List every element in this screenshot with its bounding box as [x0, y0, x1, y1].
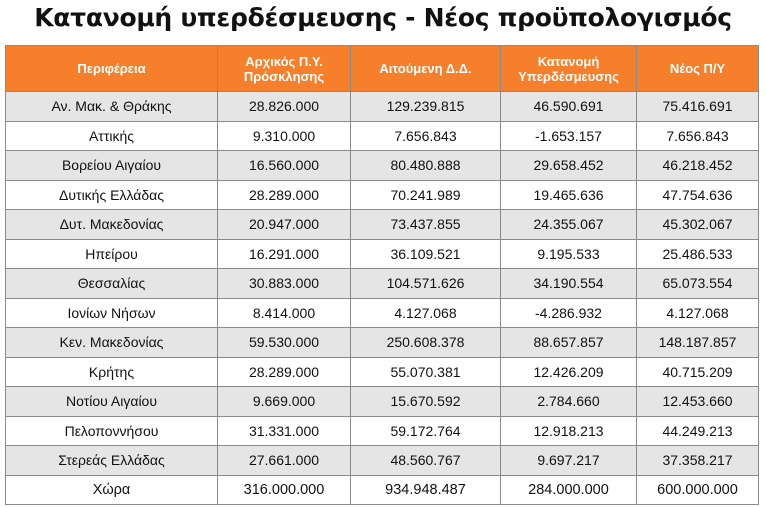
new-budget-cell: 47.754.636: [637, 180, 759, 210]
new-budget-cell: 46.218.452: [637, 151, 759, 181]
table-row: [6, 446, 759, 476]
region-cell: Θεσσαλίας: [6, 269, 218, 299]
region-cell: Στερεάς Ελλάδας: [6, 446, 218, 476]
region-cell: Κρήτης: [6, 357, 218, 387]
allocation-cell: 9.697.217: [501, 446, 637, 476]
allocation-cell: -1.653.157: [501, 121, 637, 151]
requested-cell: 80.480.888: [351, 151, 501, 181]
new-budget-cell: 40.715.209: [637, 357, 759, 387]
column-header-allocation: Κατανομή Υπερδέσμευσης: [501, 46, 637, 92]
new-budget-cell: 600.000.000: [637, 475, 759, 505]
requested-cell: 36.109.521: [351, 239, 501, 269]
initial-budget-cell: 9.310.000: [218, 121, 351, 151]
initial-budget-cell: 316.000.000: [218, 475, 351, 505]
table-row: [6, 239, 759, 269]
requested-cell: 7.656.843: [351, 121, 501, 151]
table-row: [6, 210, 759, 240]
initial-budget-cell: 31.331.000: [218, 416, 351, 446]
initial-budget-cell: 16.560.000: [218, 151, 351, 181]
new-budget-cell: 45.302.067: [637, 210, 759, 240]
requested-cell: 48.560.767: [351, 446, 501, 476]
region-cell: Αττικής: [6, 121, 218, 151]
initial-budget-cell: 20.947.000: [218, 210, 351, 240]
allocation-cell: 2.784.660: [501, 387, 637, 417]
initial-budget-cell: 28.826.000: [218, 92, 351, 122]
new-budget-cell: 12.453.660: [637, 387, 759, 417]
region-cell: Βορείου Αιγαίου: [6, 151, 218, 181]
allocation-cell: 29.658.452: [501, 151, 637, 181]
region-cell: Δυτ. Μακεδονίας: [6, 210, 218, 240]
allocation-cell: 12.426.209: [501, 357, 637, 387]
table-row: [6, 387, 759, 417]
initial-budget-cell: 16.291.000: [218, 239, 351, 269]
allocation-cell: 284.000.000: [501, 475, 637, 505]
column-header-initial-budget: Αρχικός Π.Υ. Πρόσκλησης: [218, 46, 351, 92]
header-row: [6, 46, 759, 92]
table-row: [6, 269, 759, 299]
initial-budget-cell: 27.661.000: [218, 446, 351, 476]
region-cell: Ιονίων Νήσων: [6, 298, 218, 328]
total-row: [6, 475, 759, 505]
initial-budget-cell: 28.289.000: [218, 180, 351, 210]
table-row: [6, 328, 759, 358]
region-cell: Χώρα: [6, 475, 218, 505]
region-cell: Αν. Μακ. & Θράκης: [6, 92, 218, 122]
requested-cell: 934.948.487: [351, 475, 501, 505]
budget-table: [5, 45, 759, 505]
column-header-requested: Αιτούμενη Δ.Δ.: [351, 46, 501, 92]
region-cell: Κεν. Μακεδονίας: [6, 328, 218, 358]
requested-cell: 55.070.381: [351, 357, 501, 387]
column-header-new-budget: Νέος Π/Υ: [637, 46, 759, 92]
requested-cell: 104.571.626: [351, 269, 501, 299]
new-budget-cell: 148.187.857: [637, 328, 759, 358]
region-cell: Νοτίου Αιγαίου: [6, 387, 218, 417]
requested-cell: 59.172.764: [351, 416, 501, 446]
allocation-cell: 24.355.067: [501, 210, 637, 240]
requested-cell: 15.670.592: [351, 387, 501, 417]
table-row: [6, 357, 759, 387]
page-title: Κατανομή υπερδέσμευσης - Νέος προϋπολογισμός: [34, 3, 732, 32]
allocation-cell: -4.286.932: [501, 298, 637, 328]
table-row: [6, 151, 759, 181]
initial-budget-cell: 28.289.000: [218, 357, 351, 387]
requested-cell: 70.241.989: [351, 180, 501, 210]
requested-cell: 129.239.815: [351, 92, 501, 122]
requested-cell: 250.608.378: [351, 328, 501, 358]
initial-budget-cell: 30.883.000: [218, 269, 351, 299]
region-cell: Πελοποννήσου: [6, 416, 218, 446]
allocation-cell: 12.918.213: [501, 416, 637, 446]
new-budget-cell: 65.073.554: [637, 269, 759, 299]
allocation-cell: 88.657.857: [501, 328, 637, 358]
initial-budget-cell: 59.530.000: [218, 328, 351, 358]
new-budget-cell: 75.416.691: [637, 92, 759, 122]
table-row: [6, 121, 759, 151]
column-header-region: Περιφέρεια: [6, 46, 218, 92]
allocation-cell: 19.465.636: [501, 180, 637, 210]
region-cell: Ηπείρου: [6, 239, 218, 269]
allocation-cell: 9.195.533: [501, 239, 637, 269]
table-row: [6, 416, 759, 446]
allocation-cell: 34.190.554: [501, 269, 637, 299]
new-budget-cell: 37.358.217: [637, 446, 759, 476]
new-budget-cell: 4.127.068: [637, 298, 759, 328]
allocation-cell: 46.590.691: [501, 92, 637, 122]
new-budget-cell: 44.249.213: [637, 416, 759, 446]
initial-budget-cell: 9.669.000: [218, 387, 351, 417]
table-row: [6, 92, 759, 122]
region-cell: Δυτικής Ελλάδας: [6, 180, 218, 210]
table-body: [6, 92, 759, 505]
requested-cell: 73.437.855: [351, 210, 501, 240]
table-row: [6, 180, 759, 210]
initial-budget-cell: 8.414.000: [218, 298, 351, 328]
requested-cell: 4.127.068: [351, 298, 501, 328]
new-budget-cell: 7.656.843: [637, 121, 759, 151]
new-budget-cell: 25.486.533: [637, 239, 759, 269]
table-row: [6, 298, 759, 328]
